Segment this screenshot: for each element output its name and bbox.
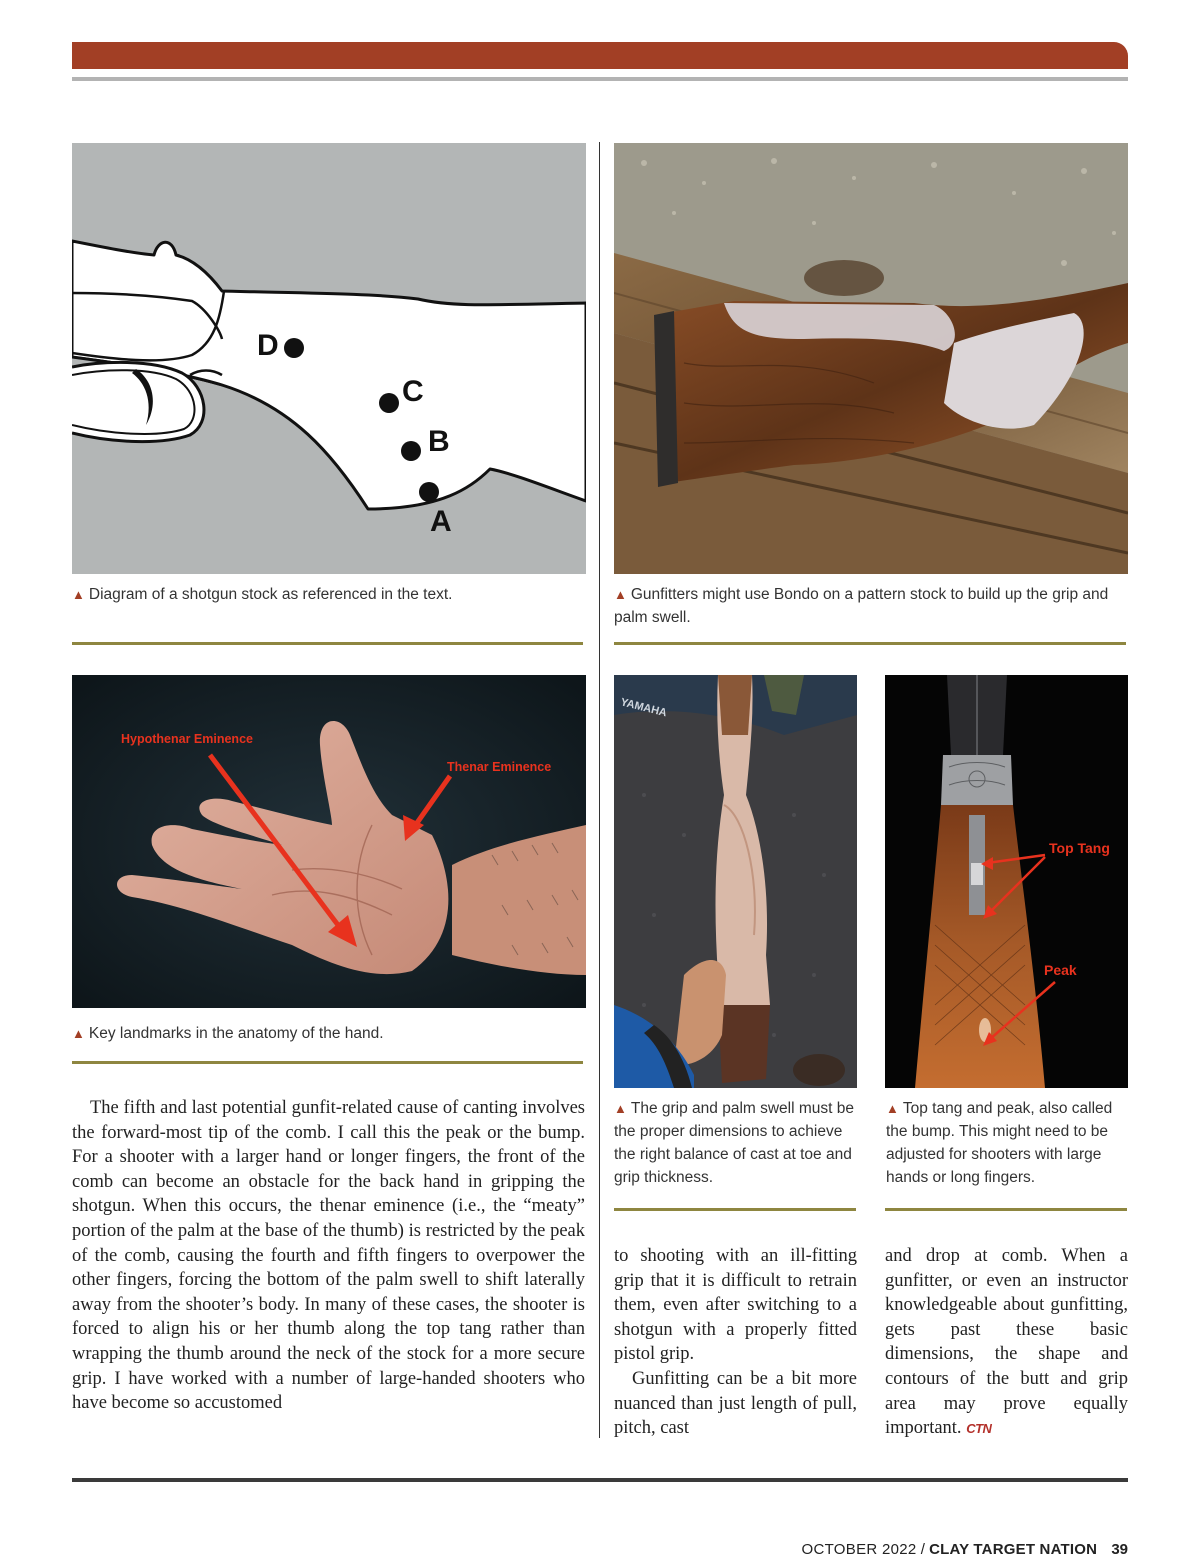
label-b: B	[428, 425, 450, 458]
label-hypothenar-eminence: Hypothenar Eminence	[121, 732, 253, 746]
article-paragraph: and drop at comb. When a gunfitter, or even an instructor knowledgeable about gunfitting, gets past these basic dimensions, the shape and contours of the butt and grip area may prove equally important.	[885, 1246, 1128, 1439]
caption-rule	[614, 1208, 856, 1211]
issue-date: OCTOBER 2022	[801, 1541, 917, 1558]
hand-caption: ▲ Key landmarks in the anatomy of the hand.	[72, 1025, 384, 1042]
grip-palm-swell-photo	[614, 675, 857, 1088]
label-a: A	[430, 505, 452, 538]
top-tang-photo	[885, 675, 1128, 1088]
stock-diagram	[72, 143, 586, 574]
grip-caption: ▲ The grip and palm swell must be the proper dimensions to achieve the right balance of cast at toe and grip thickness.	[614, 1100, 855, 1186]
caption-rule	[72, 1061, 583, 1064]
article-paragraph: to shooting with an ill-fitting grip that it is difficult to retrain them, even after switching to a shotgun with a properly fitted pistol grip.	[614, 1246, 857, 1365]
caption-marker-icon: ▲	[72, 1026, 85, 1041]
boat-lettering: YAMAHA	[619, 696, 669, 720]
caption-marker-icon: ▲	[614, 587, 627, 602]
column-divider	[599, 142, 600, 1438]
header-rule	[72, 77, 1128, 81]
caption-marker-icon: ▲	[886, 1101, 899, 1116]
label-thenar-eminence: Thenar Eminence	[447, 760, 552, 774]
article-column-2	[614, 1244, 857, 1441]
page-footer	[802, 1541, 1128, 1558]
label-peak: Peak	[1044, 962, 1077, 978]
header-accent-bar	[72, 42, 1128, 69]
bondo-stock-photo	[614, 143, 1128, 574]
ctn-end-logo: CTN	[966, 1421, 992, 1437]
caption-rule	[614, 642, 1126, 645]
tang-caption: ▲ Top tang and peak, also called the bump. This might need to be adjusted for shooters with large hands or long fingers.	[886, 1100, 1113, 1186]
caption-rule	[72, 642, 583, 645]
footer-rule	[72, 1478, 1128, 1482]
hand-anatomy-photo	[72, 675, 586, 1008]
diagram-caption: ▲ Diagram of a shotgun stock as referenced in the text.	[72, 586, 453, 603]
page-number: 39	[1111, 1541, 1128, 1558]
label-d: D	[257, 329, 279, 362]
caption-marker-icon: ▲	[614, 1101, 627, 1116]
label-c: C	[402, 375, 424, 408]
article-column-3	[885, 1244, 1128, 1442]
footer-separator: /	[920, 1541, 925, 1558]
article-column-1	[72, 1096, 585, 1416]
caption-marker-icon: ▲	[72, 587, 85, 602]
stock-diagram-figure	[72, 143, 586, 574]
bondo-caption: ▲ Gunfitters might use Bondo on a pattern stock to build up the grip and palm swell.	[614, 586, 1109, 626]
magazine-name: CLAY TARGET NATION	[929, 1541, 1098, 1558]
article-paragraph: The fifth and last potential gunfit-related cause of canting involves the forward-most tip of the comb. I call this the peak or the bump. For a shooter with a larger hand or longer fingers, the front of the comb can become an obstacle for the back hand in gripping the shotgun. When this occurs, the thenar eminence (i.e., the “meaty” portion of the palm at the base of the thumb) is restricted by the peak of the comb, causing the fourth and fifth fingers to overpower the other fingers, forcing the bottom of the palm swell to shift laterally away from the shooter’s body. In many of these cases, the shooter is forced to align his or her thumb along the top tang rather than wrapping the thumb around the neck of the stock for a more secure grip. I have worked with a number of large-handed shooters who have become so accustomed	[72, 1098, 585, 1414]
label-top-tang: Top Tang	[1049, 840, 1110, 856]
article-paragraph: Gunfitting can be a bit more nuanced than just length of pull, pitch, cast	[614, 1368, 857, 1439]
caption-rule	[885, 1208, 1127, 1211]
